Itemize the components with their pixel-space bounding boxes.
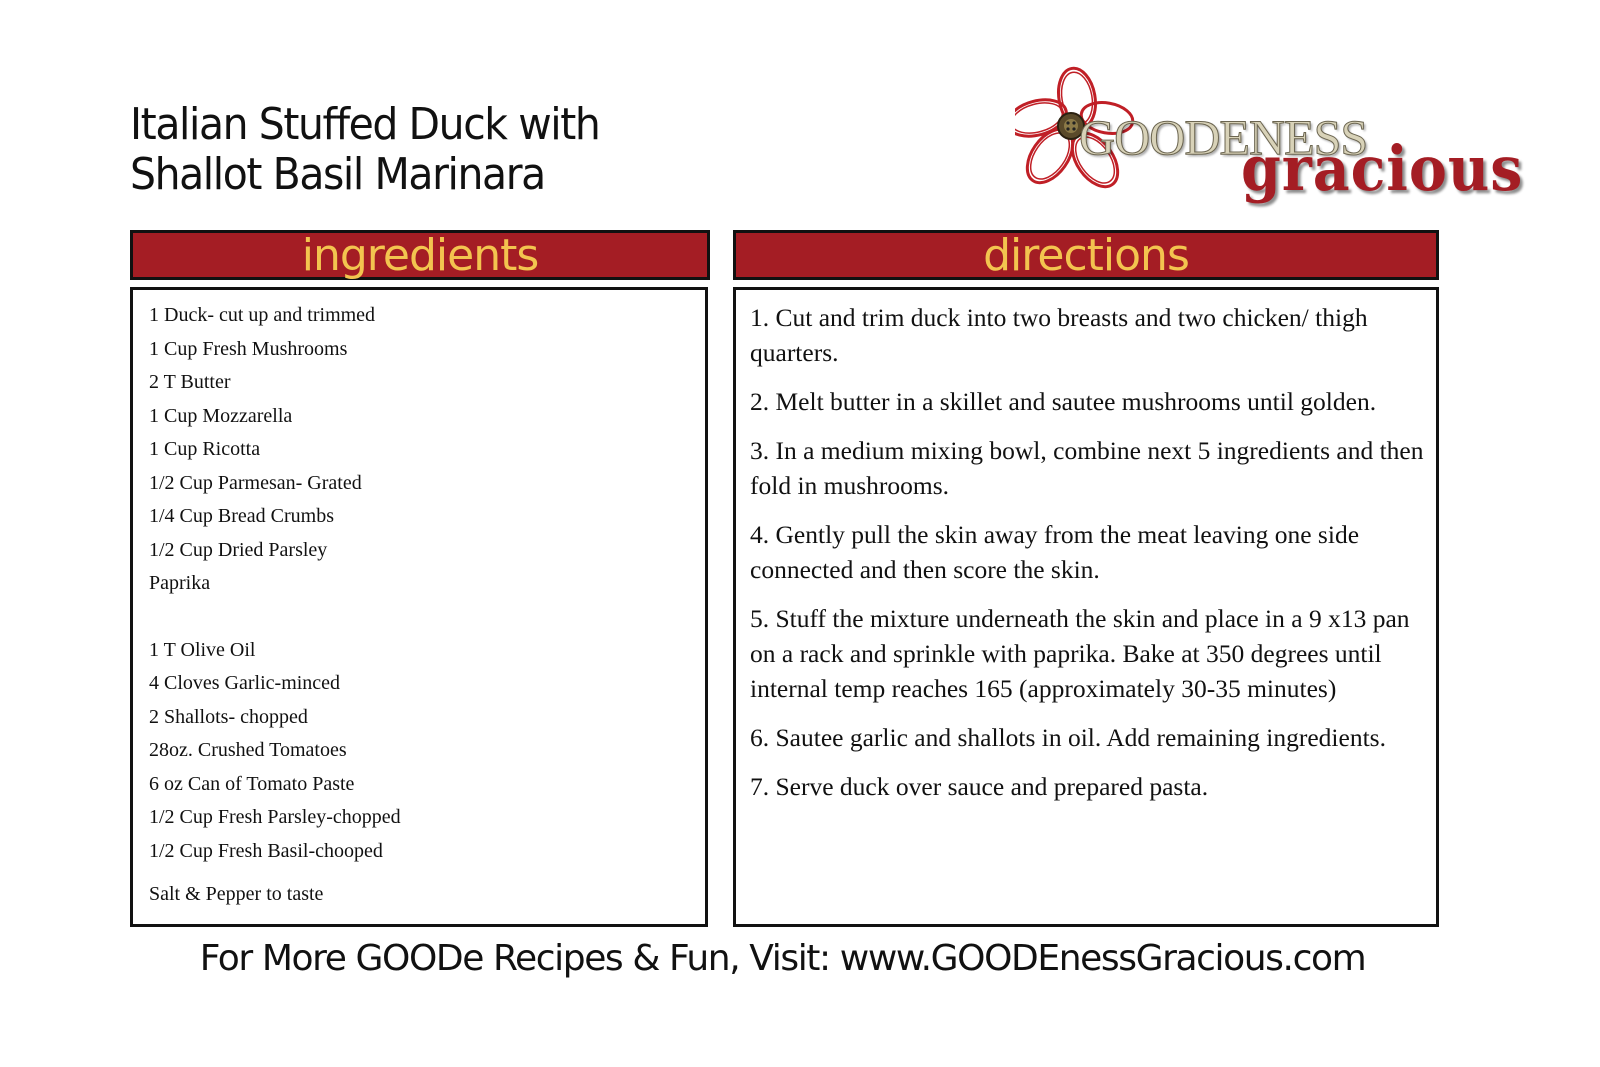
direction-step: 7. Serve duck over sauce and prepared pasta.: [750, 772, 1209, 801]
ingredients-list: [149, 302, 689, 915]
ingredient-item: 28oz. Crushed Tomatoes: [149, 739, 347, 761]
direction-step: 1. Cut and trim duck into two breasts and two chicken/ thigh quarters.: [750, 303, 1368, 367]
ingredient-item: 1/2 Cup Parmesan- Grated: [149, 471, 362, 494]
ingredient-item: Salt & Pepper to taste: [149, 883, 324, 905]
direction-step: 4. Gently pull the skin away from the meat leaving one side connected and then score the skin.: [750, 520, 1360, 584]
direction-step: 5. Stuff the mixture underneath the skin and place in a 9 x13 pan on a rack and sprinkle with paprika. Bake at 350 degrees until internal temp reaches 165 (approximately 30-35 minutes): [750, 604, 1410, 703]
ingredient-item: 1 Cup Ricotta: [149, 438, 261, 460]
ingredient-item: 6 oz Can of Tomato Paste: [149, 772, 355, 795]
ingredient-item: 2 Shallots- chopped: [149, 705, 308, 728]
logo-word-goodeness: GOODENESS: [1079, 109, 1368, 165]
ingredient-item: 2 T Butter: [149, 371, 231, 393]
ingredient-item: 1/2 Cup Fresh Basil-chooped: [149, 839, 383, 862]
footer-website-link[interactable]: For More GOODe Recipes & Fun, Visit: www.GOODEnessGracious.com: [199, 938, 1366, 979]
ingredient-item: Paprika: [149, 572, 211, 594]
logo-word-gracious: gracious: [1241, 132, 1524, 205]
directions-panel: [733, 287, 1439, 927]
ingredients-heading: ingredients: [130, 230, 710, 280]
ingredient-item: 1/2 Cup Dried Parsley: [149, 538, 328, 561]
direction-step: 3. In a medium mixing bowl, combine next 5 ingredients and then fold in mushrooms.: [750, 436, 1424, 500]
recipe-title: [130, 100, 707, 200]
ingredient-item: 1/4 Cup Bread Crumbs: [149, 505, 334, 527]
ingredient-item: 1/2 Cup Fresh Parsley-chopped: [149, 806, 401, 828]
ingredient-item: 1 Duck- cut up and trimmed: [149, 304, 376, 326]
recipe-title-line1: Italian Stuffed Duck with: [130, 99, 600, 150]
brand-logo: [1015, 60, 1535, 220]
ingredient-item: 1 T Olive Oil: [149, 638, 256, 661]
ingredient-item: 4 Cloves Garlic-minced: [149, 672, 341, 694]
ingredient-item: 1 Cup Mozzarella: [149, 404, 293, 427]
ingredients-panel: [130, 287, 708, 927]
directions-heading: directions: [733, 230, 1439, 280]
directions-list: [750, 300, 1430, 818]
direction-step: 2. Melt butter in a skillet and sautee mushrooms until golden.: [750, 387, 1377, 416]
ingredient-item: 1 Cup Fresh Mushrooms: [149, 337, 348, 360]
direction-step: 6. Sautee garlic and shallots in oil. Add remaining ingredients.: [750, 723, 1386, 752]
recipe-title-line2: Shallot Basil Marinara: [130, 149, 545, 200]
